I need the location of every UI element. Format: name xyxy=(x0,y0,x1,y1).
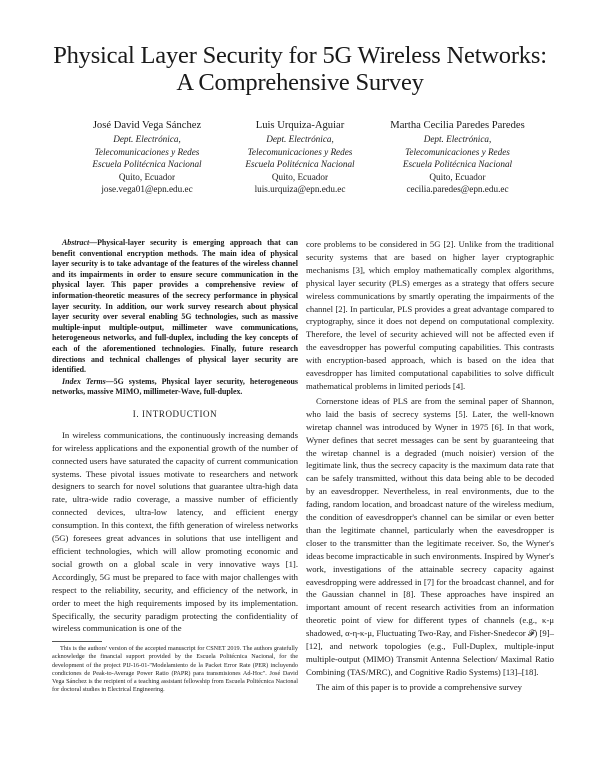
author-email: jose.vega01@epn.edu.ec xyxy=(101,184,193,195)
author-block-1 xyxy=(57,119,237,196)
title-line-1: Physical Layer Security for 5G Wireless Networks: xyxy=(53,42,547,69)
body-paragraph: core problems to be considered in 5G [2]. Unlike from the traditional security systems that are based on higher layer cryptographic mechanisms [3], which employ mathematically complex algorithms, physical layer security (PLS) emerges as a strategy that offers secure wireless communications by smartly operating the impairments of the channel [2]. In particular, PLS provides a great advantage compared to cryptography, since it does not depend on computational complexity. Therefore, the level of security achieved will not be affected even if the eavesdropper has powerful computing capabilities. This contrasts with encryption-based approach, which is based on the idea that eavesdropper has limited computational capabilities to solve difficult mathematical problems in limited periods [4]. xyxy=(306,239,554,391)
body-paragraph: The aim of this paper is to provide a comprehensive survey xyxy=(316,681,523,692)
section-title: INTRODUCTION xyxy=(142,408,218,419)
abstract xyxy=(52,238,298,376)
index-terms-text: —5G systems, Physical layer security, heterogeneous networks, massive MIMO, millimeter-Wave, full-duplex. xyxy=(52,376,298,397)
section-number: I. xyxy=(132,408,140,419)
author-school: Escuela Politécnica Nacional xyxy=(245,159,355,170)
footnote: This is the authors' version of the accepted manuscript for CSNET 2019. The authors gratefully acknowledge the financial support provided by the Escuela Politécnica Nacional, for the development of the project PIJ-16-01-"Modelamiento de la Packet Error Rate (PER) incluyendo condiciones de Peak-to-Average Power Ratio (PAPR) para transmisiones Ad-Hoc". José David Vega Sánchez is the recipient of a teaching assistant fellowship from Escuela Politécnica Nacional for doctoral studies in Electrical Engineering. xyxy=(52,645,298,693)
author-dept: Dept. Electrónica, xyxy=(266,134,334,144)
left-column xyxy=(52,238,298,694)
paper-title xyxy=(30,42,570,96)
index-terms-label: Index Terms xyxy=(62,376,106,386)
body-paragraph: In wireless communications, the continuously increasing demands for wireless applications and the exponential growth of the number of connected users have saturated the capacity of current communication systems. These pivotal issues motivate to researchers and network designers to search for novel solutions that guarantee ultra-high data rate, ultra-wide radio coverage, a massive number of efficiently connected devices, ultra-low latency, and efficient energy consumption. In this context, the fifth generation of wireless networks (5G) foresees great advances in solutions that use intelligent and efficient technologies, which will allow promoting economic and social growth on a global scale in very innovative ways [1]. Accordingly, 5G must be prepared to face with major challenges with respect to the reliability, security, and efficiency of the network, in order to meet the high requirements imposed by its implementation. Specifically, the security paradigm protecting the confidentiality of wireless communication is one of the xyxy=(52,429,298,634)
author-dept-2: Telecomunicaciones y Redes xyxy=(94,146,200,157)
right-column xyxy=(306,238,554,694)
author-block-3 xyxy=(360,119,555,196)
author-name: Luis Urquiza-Aguiar xyxy=(255,120,345,131)
author-dept-2: Telecomunicaciones y Redes xyxy=(405,146,510,157)
author-email: luis.urquiza@epn.edu.ec xyxy=(254,184,346,195)
title-line-2: A Comprehensive Survey xyxy=(176,69,424,96)
footnote-rule xyxy=(52,641,102,642)
author-dept-2: Telecomunicaciones y Redes xyxy=(247,146,353,157)
author-place: Quito, Ecuador xyxy=(271,171,329,182)
abstract-text: —Physical-layer security is emerging approach that can benefit conventional encryption methods. The main idea of physical layer security is to take advantage of the features of the wireless channel and its impairments in order to ensure secure communication in the physical layer. This paper provides a comprehensive review of information-theoretic measures of the secrecy performance in physical layer security. In addition, our work survey research about physical layer security over several enabling 5G technologies, such as massive multiple-input multiple-output, millimeter wave communications, heterogeneous networks, and full-duplex, including the key concepts of each of the aforementioned technologies. Finally, future research directions and technical challenges of physical layer security are identified. xyxy=(52,238,298,375)
author-dept: Dept. Electrónica, xyxy=(113,134,181,144)
section-heading xyxy=(52,408,298,421)
body-paragraph: Cornerstone ideas of PLS are from the seminal paper of Shannon, who laid the basis of secrecy systems [5]. Later, the well-known wiretap channel was introduced by Wyner in 1975 [6]. In that work, Wyner defines that secret messages can be sent by guaranteeing that the wiretap channel is a degraded (much noisier) version of the legitimate link, thus the secrecy capacity is the maximum data rate that can be safely transmitted, without this data being able to be decoded by an eavesdropper. Nevertheless, in real environments, due to the fading, random location, and broadcast nature of the wireless medium, the condition of eavesdropper's channel can be similar or even better than the legitimate channel, particularly when the eavesdropper is closer to the transmitter than the legitimate receiver. So, the Wyner's ideas become impracticable in such environments. Inspired by Wyner's work, investigations of the attainable secrecy capacity against eavesdropping were addressed in [7] for the broadcast channel, and for the Gaussian channel in [8]. These approaches have inspired an important amount of recent research activities from an information theoretic point of view for different types of channels (e.g., κ-μ shadowed, α-η-κ-μ, Fluctuating Two-Ray, and Fisher-Snedecor 𝓕) [9]–[12], and network topologies (e.g., Full-Duplex, multiple-input multiple-output (MIMO) Transmit Antenna Selection/ Maximal Ratio Combining (TAS/MRC), and Cognitive Radio Systems) [13]–[18]. xyxy=(306,395,554,677)
author-school: Escuela Politécnica Nacional xyxy=(402,159,513,170)
author-place: Quito, Ecuador xyxy=(429,171,486,182)
author-school: Escuela Politécnica Nacional xyxy=(92,159,202,170)
author-email: cecilia.paredes@epn.edu.ec xyxy=(406,184,509,195)
author-name: José David Vega Sánchez xyxy=(92,120,202,131)
index-terms xyxy=(52,377,298,398)
author-name: Martha Cecilia Paredes Paredes xyxy=(390,120,525,131)
abstract-label: Abstract xyxy=(62,238,90,247)
author-place: Quito, Ecuador xyxy=(118,171,176,182)
author-dept: Dept. Electrónica, xyxy=(423,134,492,144)
